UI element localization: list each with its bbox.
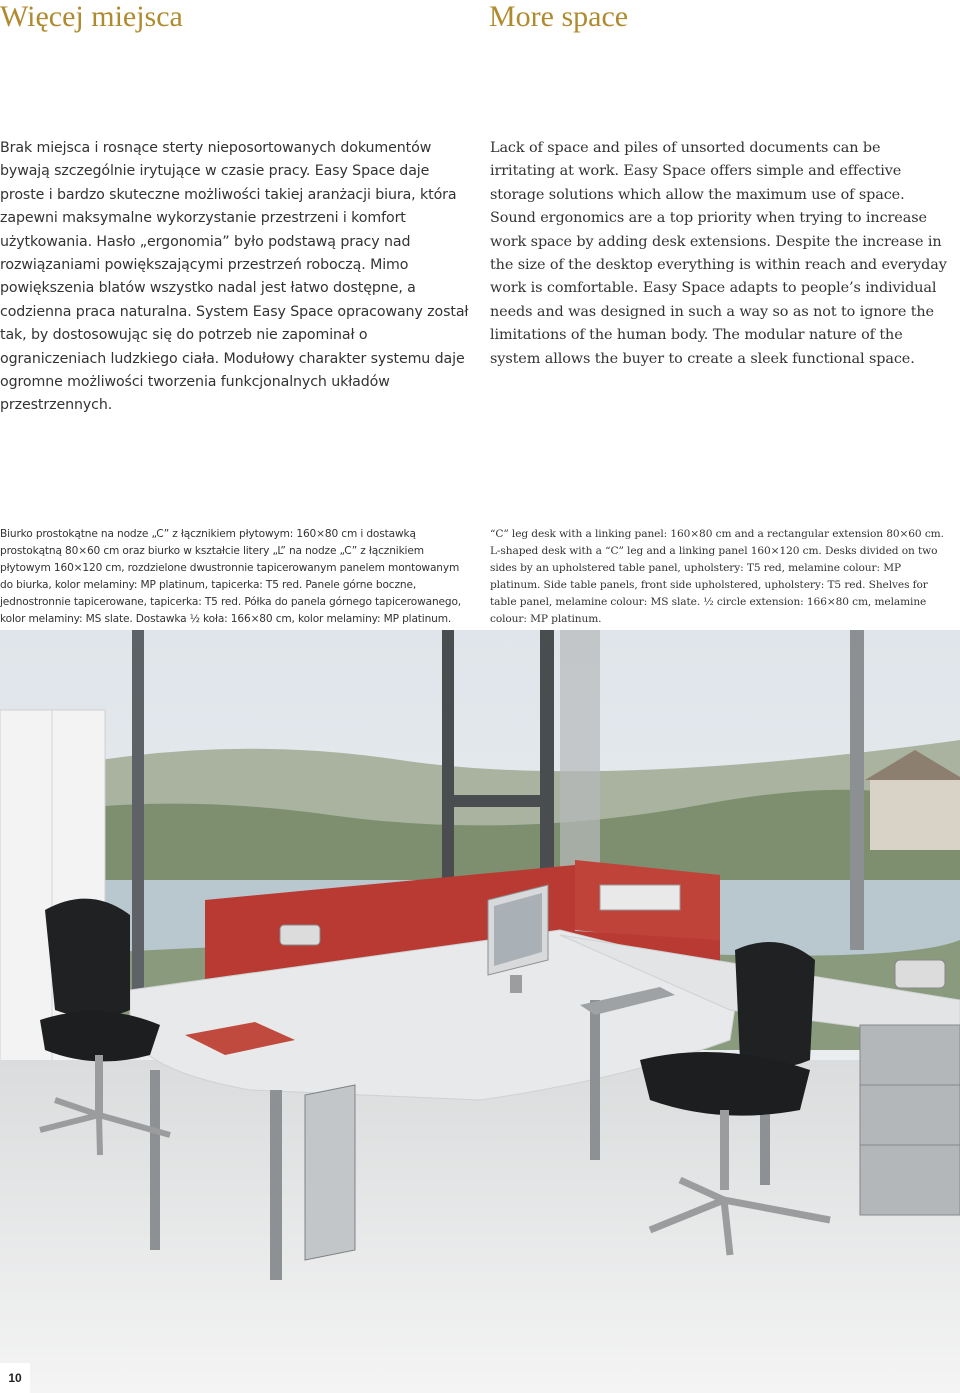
page-title-polish: Więcej miejsca [0, 0, 183, 33]
photo-caption-english: “C” leg desk with a linking panel: 160×80 cm and a rectangular extension 80×60 cm. L-shaped desk with a “C” leg and a linking panel 160×120 cm. Desks divided on two sides by an upholstered table panel, upholstery: T5 red, melamine colour: MP platinum. Side table panels, front side upholstered, upholstery: T5 red. Shelves for table panel, melamine colour: MS slate. ½ circle extension: 166×80 cm, melamine colour: MP platinum. [490, 528, 944, 626]
page-number: 10 [0, 1363, 30, 1393]
floor [0, 1060, 960, 1393]
office-photo [0, 630, 960, 1393]
page-title-english: More space [489, 0, 629, 33]
office-chair-left [45, 899, 130, 1018]
castle-building [870, 780, 960, 850]
panel-shelf [600, 885, 680, 910]
office-chair-right [735, 942, 815, 1068]
photo-caption-polish: Biurko prostokątne na nodze „C” z łącznikiem płytowym: 160×80 cm i dostawką prostokątną 80×60 cm oraz biurko w kształcie litery „L” na nodze „C” z łącznikiem płytowym 160×120 cm, rozdzielone dwustronnie tapicerowanym panelem montowanym do biurka, kolor melaminy: MP platinum, tapicerka: T5 red. Panele górne boczne, jednostronnie tapicerowane, tapicerka: T5 red. Półka do panela górnego tapicerowanego, kolor melaminy: MS slate. Dostawka ½ koła: 166×80 cm, kolor melaminy: MP platinum. [0, 528, 461, 626]
radiator-column [560, 630, 600, 870]
window-frame [132, 630, 144, 1050]
desk-phone [280, 925, 320, 945]
body-text-polish: Brak miejsca i rosnące sterty nieposortowanych dokumentów bywają szczególnie irytujące w czasie pracy. Easy Space daje proste i bardzo skuteczne możliwości takiej aranżacji biura, która zapewni maksymalne wykorzystanie przestrzeni i komfort użytkowania. Hasło „ergonomia” było podstawą pracy nad rozwiązaniami powiększającymi przestrzeń roboczą. Mimo powiększenia blatów wszystko nadal jest łatwo dostępne, a codzienna praca naturalna. System Easy Space opracowany został tak, by dostosowując się do potrzeb nie zapominał o ograniczeniach ludzkiego ciała. Modułowy charakter systemu daje ogromne możliwości tworzenia funkcjonalnych układów przestrzennych. [0, 140, 469, 414]
drawer-unit [860, 1025, 960, 1215]
body-text-english: Lack of space and piles of unsorted documents can be irritating at work. Easy Space offers simple and effective storage solutions which allow the maximum use of space. Sound ergonomics are a top priority when trying to increase work space by adding desk extensions. Despite the increase in the size of the desktop everything is within reach and everyday work is comfortable. Easy Space adapts to people’s individual needs and was designed in such a way so as not to ignore the limitations of the human body. The modular nature of the system allows the buyer to create a sleek functional space. [490, 140, 947, 367]
pc-tower [305, 1085, 355, 1260]
